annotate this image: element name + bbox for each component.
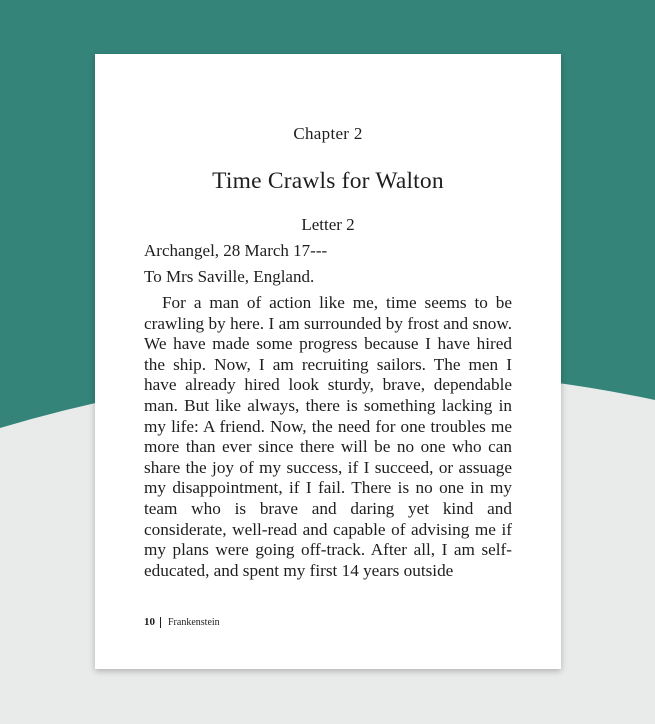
running-book-title: Frankenstein [168,616,220,628]
letter-salutation: To Mrs Saville, England. [144,267,315,286]
chapter-title: Time Crawls for Walton [212,168,444,194]
letter-dateline: Archangel, 28 March 17--- [144,241,328,260]
chapter-number: Chapter 2 [293,124,363,143]
page-number: 10 [144,616,155,628]
page-footer [144,616,220,628]
letter-heading: Letter 2 [301,215,355,234]
footer-divider [160,617,161,628]
body-paragraph: For a man of action like me, time seems to be crawling by here. I am surrounded by frost and snow. We have made some progress because I have hired the ship. Now, I am recruiting sailors. The men I have already hired look sturdy, brave, dependable man. But like always, there is something lacking in my life: A friend. Now, the need for one troubles me more than ever since there will be no one who can share the joy of my success, if I succeed, or assuage my disappointment, if I fail. There is no one in my team who is brave and daring yet kind and considerate, well-read and capable of advising me if my plans were going off-track. After all, I am self-educated, and spent my first 14 years outside [144,293,512,580]
book-page [95,54,561,669]
